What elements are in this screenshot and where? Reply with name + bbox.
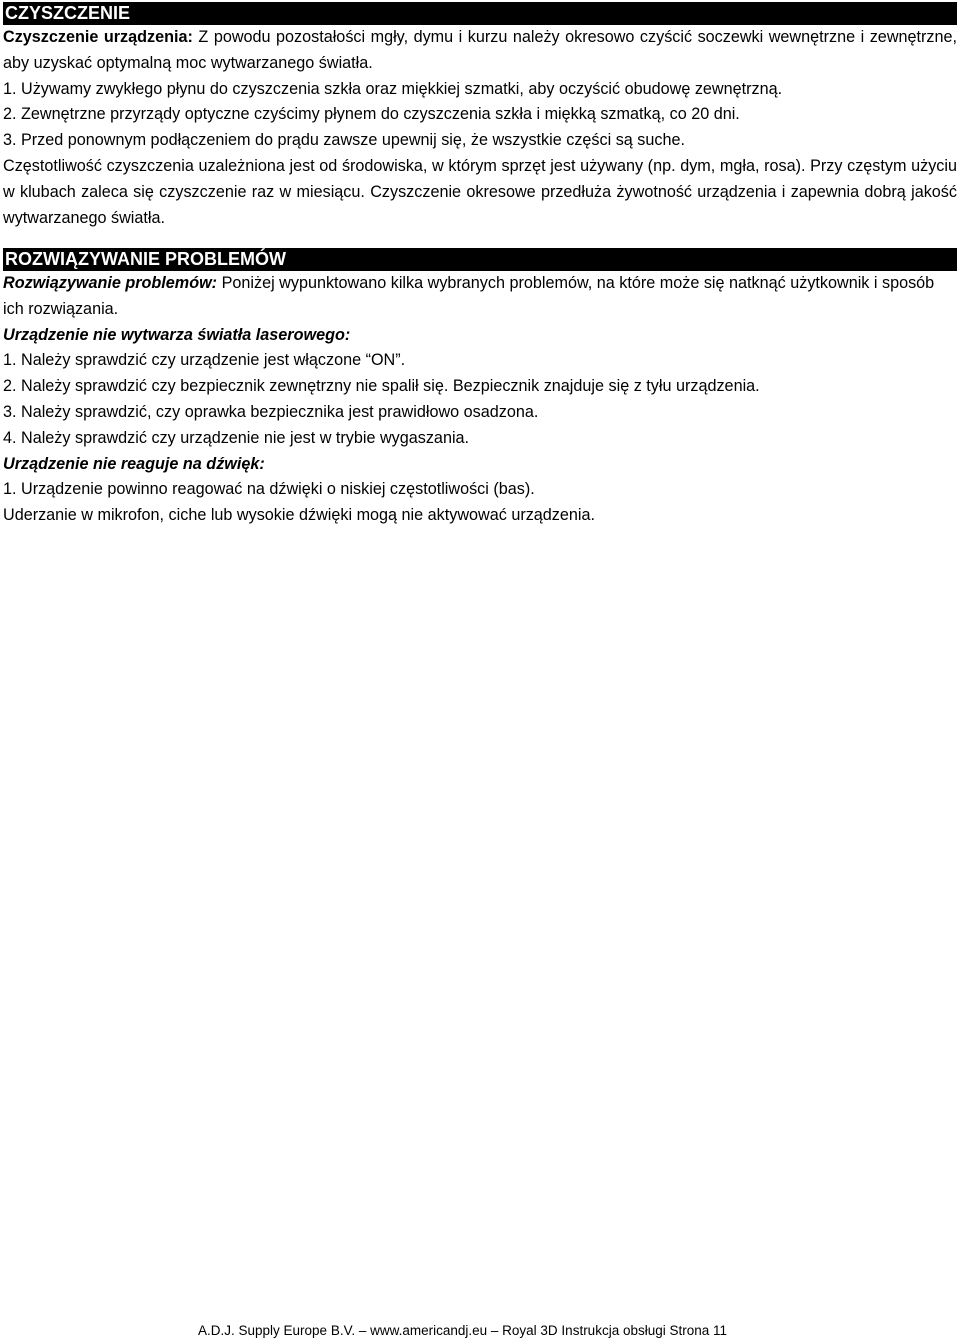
troubleshooting-section [3,248,957,529]
cleaning-frequency: Częstotliwość czyszczenia uzależniona jest od środowiska, w którym sprzęt jest używany (np. dym, mgła, rosa). Przy częstym użyciu w klubach zaleca się czyszczenie raz w miesiącu. Czyszczenie okresowe przedłuża żywotność urządzenia i zapewnia dobrą jakość wytwarzanego światła. [3,156,957,227]
problem-step: 4. Należy sprawdzić czy urządzenie nie jest w trybie wygaszania. [3,428,470,447]
page-footer: A.D.J. Supply Europe B.V. – www.americandj.eu – Royal 3D Instrukcja obsługi Strona 11 [198,1323,728,1338]
problem-title-no-laser: Urządzenie nie wytwarza światła laserowego: [3,325,351,344]
cleaning-step: 1. Używamy zwykłego płynu do czyszczenia szkła oraz miękkiej szmatki, aby oczyścić obudowę zewnętrzną. [3,79,783,98]
cleaning-intro-label: Czyszczenie urządzenia: [3,28,193,46]
problem-step: 1. Należy sprawdzić czy urządzenie jest włączone “ON”. [3,351,406,370]
troubleshooting-intro [3,271,957,323]
problem-step: 1. Urządzenie powinno reagować na dźwięki o niskiej częstotliwości (bas). [3,480,535,499]
cleaning-header: CZYSZCZENIE [3,2,957,25]
problem-title-no-sound: Urządzenie nie reaguje na dźwięk: [3,454,265,473]
cleaning-intro-text: Z powodu pozostałości mgły, dymu i kurzu należy okresowo czyścić soczewki wewnętrzne i zewnętrzne, aby uzyskać optymalną moc wytwarzanego światła. [3,28,957,72]
problem-step: 3. Należy sprawdzić, czy oprawka bezpiecznika jest prawidłowo osadzona. [3,402,539,421]
cleaning-step: 3. Przed ponownym podłączeniem do prądu zawsze upewnij się, że wszystkie części są suche. [3,131,686,150]
troubleshooting-intro-text: Poniżej wypunktowano kilka wybranych problemów, na które może się natknąć użytkownik i sposób ich rozwiązania. [3,274,935,318]
problem-step: 2. Należy sprawdzić czy bezpiecznik zewnętrzny nie spalił się. Bezpiecznik znajduje się z tyłu urządzenia. [3,377,760,396]
cleaning-intro [3,25,957,77]
cleaning-section [3,2,957,231]
cleaning-step: 2. Zewnętrzne przyrządy optyczne czyścimy płynem do czyszczenia szkła i miękką szmatką, co 20 dni. [3,105,740,124]
troubleshooting-intro-label: Rozwiązywanie problemów: [3,274,218,292]
document-page [3,2,957,525]
problem-step: Uderzanie w mikrofon, ciche lub wysokie dźwięki mogą nie aktywować urządzenia. [3,506,596,525]
troubleshooting-header: ROZWIĄZYWANIE PROBLEMÓW [3,248,957,271]
